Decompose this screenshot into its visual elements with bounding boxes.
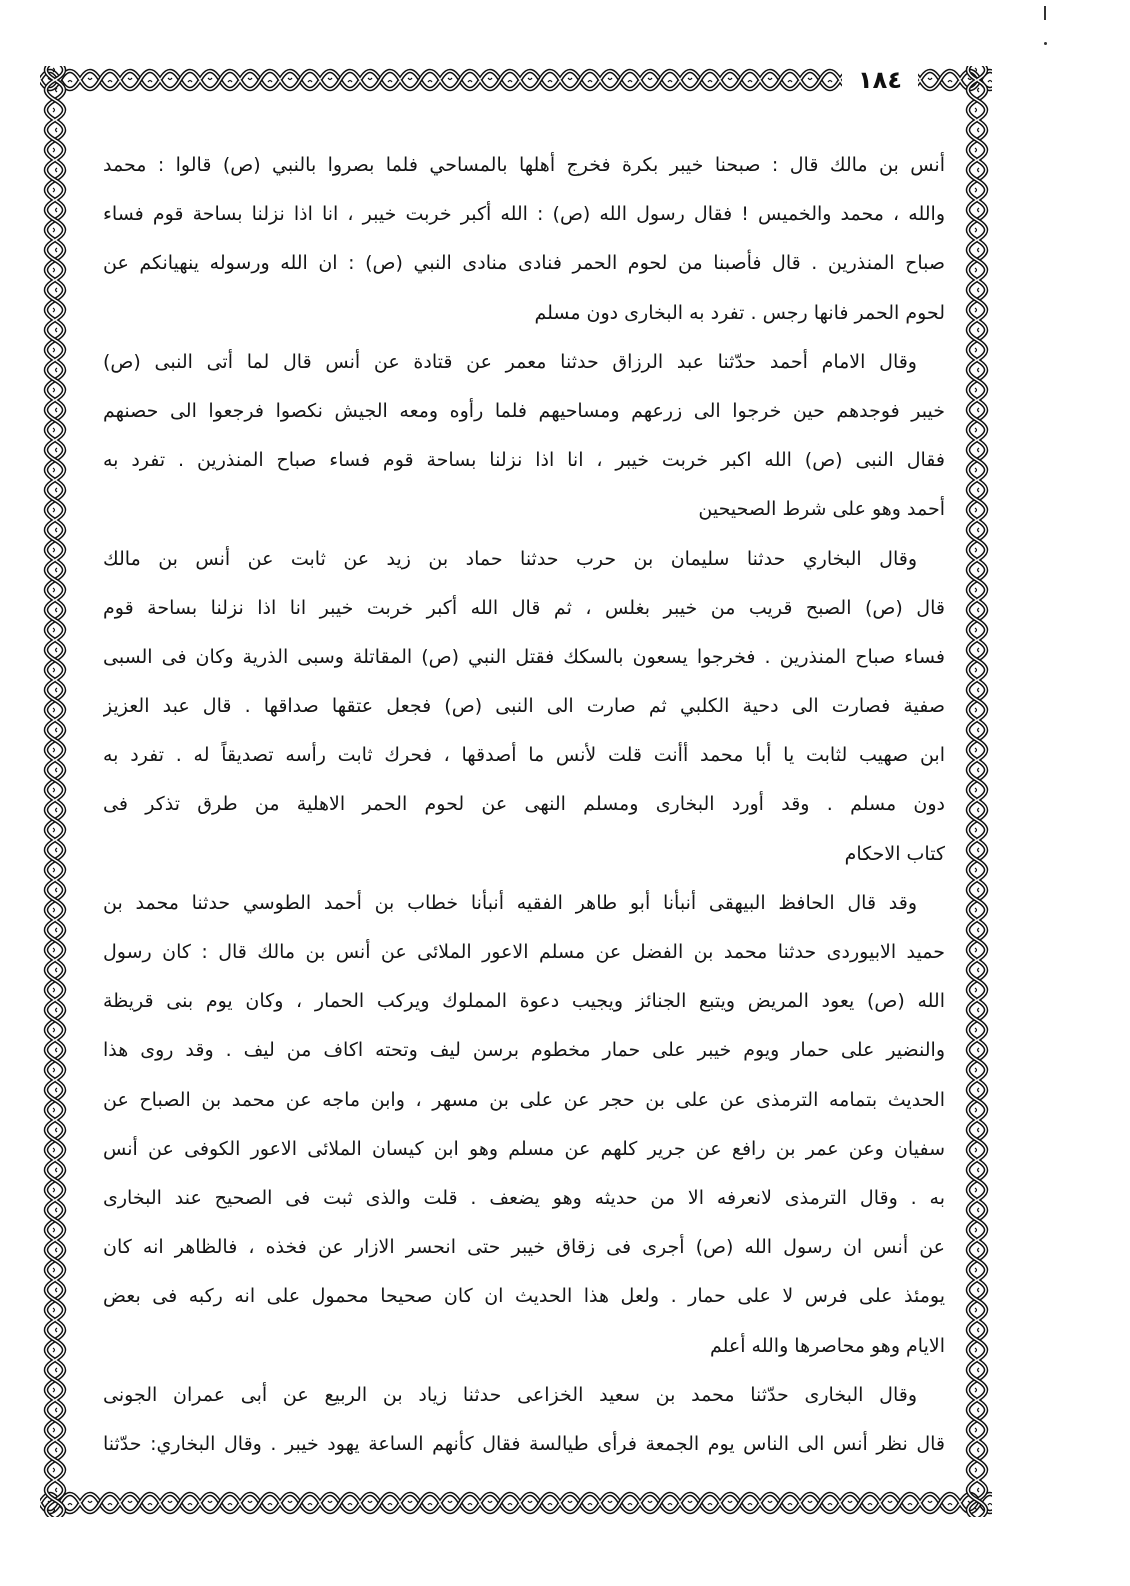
paragraph (103, 535, 945, 879)
text-line: صفية فصارت الى دحية الكلبي ثم صارت الى النبى (ص) فجعل عتقها صداقها . قال عبد العزيز (103, 695, 945, 718)
text-line: والله ، محمد والخميس ! فقال رسول الله (ص) : الله أكبر خربت خيبر ، انا اذا نزلنا بساحة قوم فساء (103, 203, 945, 226)
border-right (963, 66, 991, 1517)
text-line: وقال البخاري حدثنا سليمان بن حرب حدثنا حماد بن زيد عن ثابت عن أنس بن مالك (103, 547, 917, 570)
text-line: ابن صهيب لثابت يا أبا محمد أأنت قلت لأنس ما أصدقها ، فحرك ثابت رأسه تصديقاً له . تفرد به (103, 744, 945, 767)
text-line: وقال الامام أحمد حدّثنا عبد الرزاق حدثنا معمر عن قتادة عن أنس قال لما أتى النبى (ص) (103, 350, 917, 373)
text-line: لحوم الحمر فانها رجس . تفرد به البخارى دون مسلم (534, 301, 945, 324)
text-line: قال نظر أنس الى الناس يوم الجمعة فرأى طيالسة فقال كأنهم الساعة يهود خيبر . وقال البخاري: حدّثنا (103, 1432, 945, 1455)
text-line: أحمد وهو على شرط الصحيحين (698, 498, 945, 521)
text-line: سفيان وعن عمر بن رافع عن جرير كلهم عن مسلم وهو ابن كيسان الملائى الاعور الكوفى عن أنس (103, 1137, 945, 1160)
border-bottom (40, 1489, 992, 1517)
text-line: خيبر فوجدهم حين خرجوا الى زرعهم ومساحيهم فلما رأوه ومعه الجيش نكصوا فرجعوا الى حصنهم (103, 399, 945, 422)
text-line: وقد قال الحافظ البيهقى أنبأنا أبو طاهر الفقيه أنبأنا خطاب بن أحمد الطوسي حدثنا محمد بن (103, 891, 917, 914)
page-number: ١٨٤ (858, 66, 902, 94)
text-line: صباح المنذرين . قال فأصبنا من لحوم الحمر فنادى منادى النبي (ص) : ان الله ورسوله ينهيانكم عن (103, 252, 945, 275)
text-line: به . وقال الترمذى لانعرفه الا من حديثه وهو يضعف . قلت والذى ثبت فى الصحيح عند البخارى (103, 1186, 945, 1209)
text-line: عن أنس ان رسول الله (ص) أجرى فى زقاق خيبر حتى انحسر الازار عن فخذه ، فالظاهر انه كان (103, 1236, 945, 1259)
border-left (41, 66, 69, 1517)
text-line: حميد الابيوردى حدثنا محمد بن الفضل عن مسلم الاعور الملائى عن أنس بن مالك قال : كان رسول (103, 941, 945, 963)
text-line: قال (ص) الصبح قريب من خيبر بغلس ، ثم قال الله أكبر خربت خيبر انا اذا نزلنا بساحة قوم (103, 596, 945, 619)
text-line: يومئذ على فرس لا على حمار . ولعل هذا الحديث ان كان صحيحا محمول على انه ركبه فى بعض (103, 1285, 945, 1308)
text-line: فقال النبى (ص) الله اكبر خربت خيبر ، انا اذا نزلنا بساحة قوم فساء صباح المنذرين . تفرد به (103, 449, 945, 472)
text-line: دون مسلم . وقد أورد البخارى ومسلم النهى عن لحوم الحمر الاهلية من طرق تذكر فى (103, 793, 945, 816)
text-line: فساء صباح المنذرين . فخرجوا يسعون بالسكك فقتل النبي (ص) المقاتلة وسبى الذرية وكان فى السبى (103, 645, 945, 668)
paragraph (103, 879, 945, 1371)
scan-speck (1044, 6, 1046, 20)
paragraph (103, 338, 945, 535)
paragraph (103, 141, 945, 338)
paragraph (103, 1371, 945, 1469)
text-line: كتاب الاحكام (844, 842, 945, 865)
text-line: الحديث بتمامه الترمذى عن على بن حجر عن على بن مسهر ، وابن ماجه عن محمد بن الصباح عن (103, 1088, 945, 1111)
text-line: أنس بن مالك قال : صبحنا خيبر بكرة فخرج أهلها بالمساحي فلما بصروا بالنبي (ص) قالوا : محمد (103, 154, 945, 176)
body-text (103, 141, 945, 1469)
text-line: وقال البخارى حدّثنا محمد بن سعيد الخزاعى حدثنا زياد بن الربيع عن أبى عمران الجونى (103, 1383, 917, 1406)
scan-speck (1044, 42, 1047, 45)
text-line: والنضير على حمار ويوم خيبر على حمار مخطوم برسن ليف وتحته اكاف من ليف . وقد روى هذا (103, 1039, 945, 1062)
text-line: الايام وهو محاصرها والله أعلم (709, 1334, 945, 1357)
text-line: الله (ص) يعود المريض ويتبع الجنائز ويجيب دعوة المملوك ويركب الحمار ، وكان يوم بنى قريظة (103, 990, 945, 1013)
